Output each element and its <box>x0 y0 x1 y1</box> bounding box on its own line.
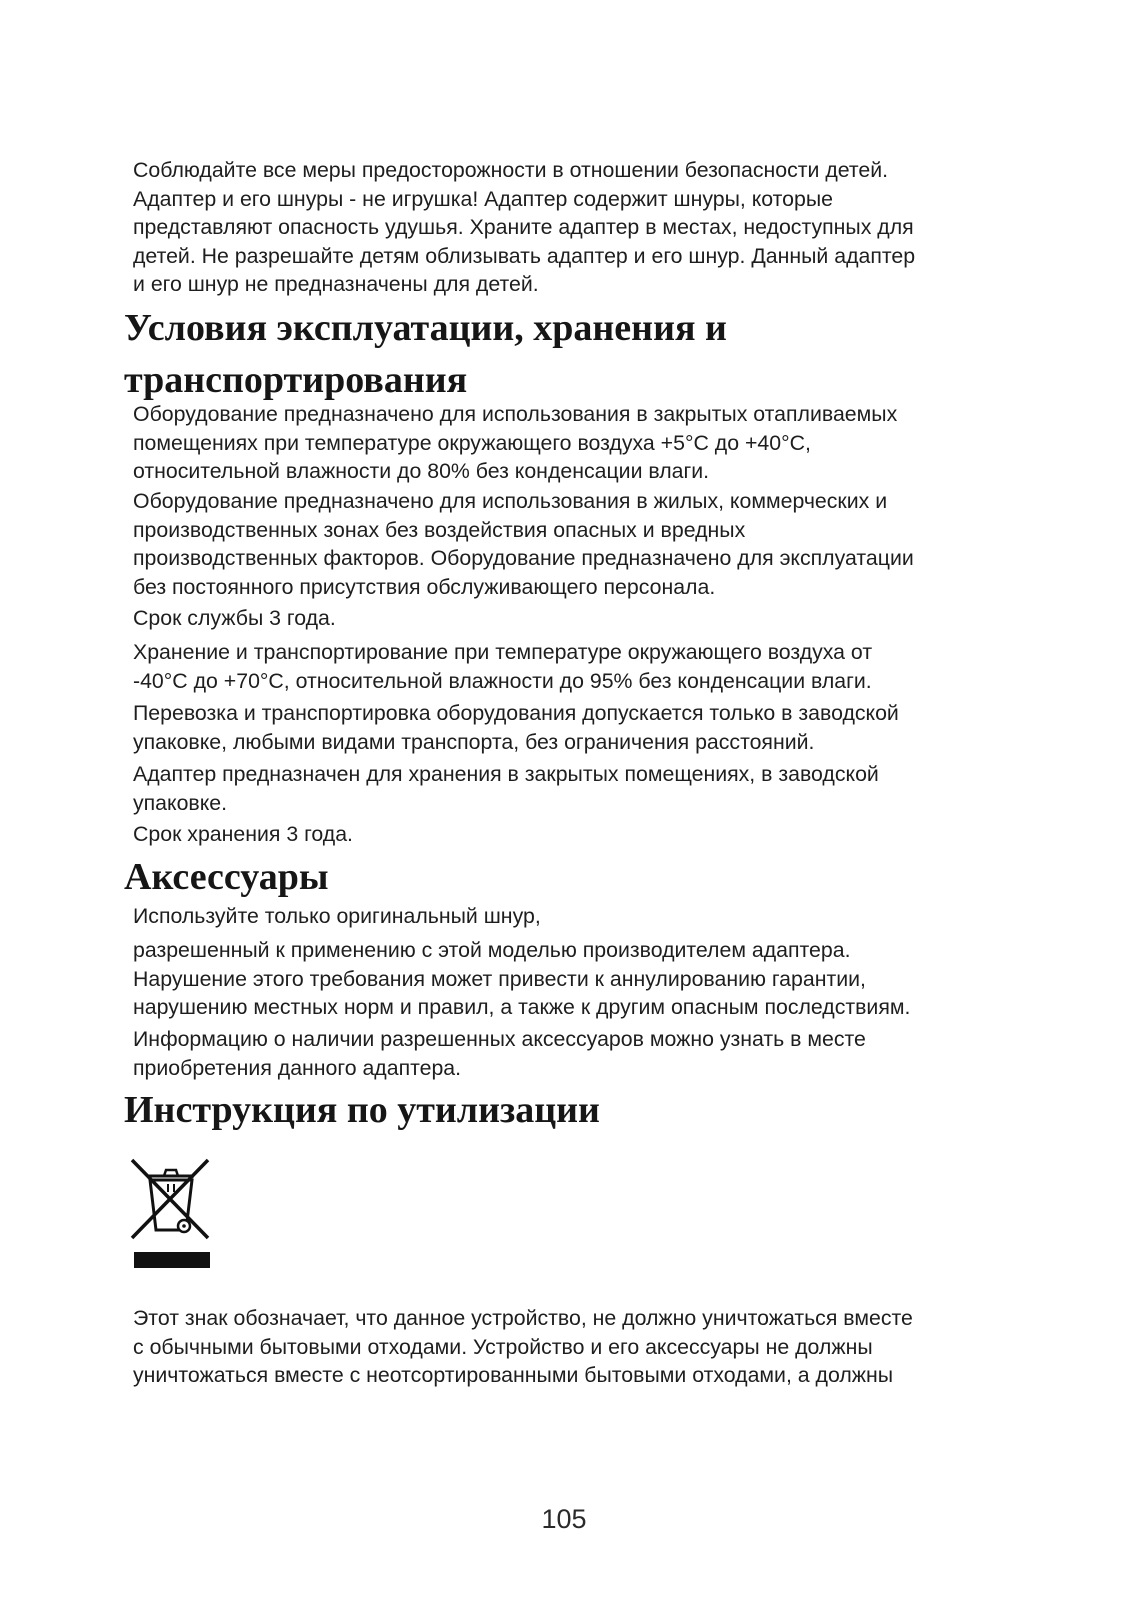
text-line: Нарушение этого требования может привести к аннулированию гарантии, <box>133 966 866 991</box>
text-line: Используйте только оригинальный шнур, <box>133 904 541 928</box>
conditions-heading <box>124 302 727 406</box>
text-line: представляют опасность удушья. Храните адаптер в местах, недоступных для <box>133 215 914 239</box>
heading-line: Условия эксплуатации, хранения и <box>124 307 727 349</box>
storage-transport-temperature-paragraph <box>133 638 1013 695</box>
storage-life-paragraph <box>133 820 1013 849</box>
text-line: детей. Не разрешайте детям облизывать адаптер и его шнур. Данный адаптер <box>133 243 916 268</box>
text-line: Адаптер предназначен для хранения в закрытых помещениях, в заводской <box>133 762 879 786</box>
crossed-out-wheelie-bin-icon <box>128 1158 214 1274</box>
operating-conditions-paragraph <box>133 400 1013 486</box>
disposal-paragraph <box>133 1304 1013 1390</box>
accessories-heading <box>124 851 329 903</box>
disposal-heading <box>124 1084 600 1136</box>
text-line: с обычными бытовыми отходами. Устройство и его аксессуары не должны <box>133 1334 873 1359</box>
text-line: и его шнур не предназначены для детей. <box>133 272 539 296</box>
text-line: Соблюдайте все меры предосторожности в отношении безопасности детей. <box>133 158 889 182</box>
child-safety-paragraph <box>133 156 1013 299</box>
service-life-paragraph <box>133 604 1013 633</box>
original-cable-paragraph <box>133 902 1013 931</box>
heading-line: Инструкция по утилизации <box>124 1089 600 1131</box>
text-line: Информацию о наличии разрешенных аксессуаров можно узнать в месте <box>133 1027 866 1051</box>
storage-place-paragraph <box>133 760 1013 817</box>
transport-paragraph <box>133 699 1013 756</box>
text-line: без постоянного присутствия обслуживающего персонала. <box>133 574 716 599</box>
text-line: Срок хранения 3 года. <box>133 822 353 846</box>
heading-line: транспортирования <box>124 359 468 401</box>
text-line: Этот знак обозначает, что данное устройство, не должно уничтожаться вместе <box>133 1306 913 1330</box>
usage-zones-paragraph <box>133 487 1013 601</box>
heading-line: Аксессуары <box>124 856 329 898</box>
page-number: 105 <box>541 1504 587 1534</box>
text-line: нарушению местных норм и правил, а также к другим опасным последствиям. <box>133 995 911 1019</box>
text-line: -40°C до +70°C, относительной влажности до 95% без конденсации влаги. <box>133 668 872 693</box>
text-line: относительной влажности до 80% без конденсации влаги. <box>133 459 710 483</box>
text-line: упаковке. <box>133 790 228 815</box>
warranty-paragraph <box>133 936 1013 1022</box>
text-line: упаковке, любыми видами транспорта, без ограничения расстояний. <box>133 729 815 754</box>
text-line: уничтожаться вместе с неотсортированными бытовыми отходами, а должны <box>133 1363 894 1387</box>
text-line: Срок службы 3 года. <box>133 606 336 630</box>
text-line: помещениях при температуре окружающего воздуха +5°C до +40°C, <box>133 430 811 455</box>
text-line: Перевозка и транспортировка оборудования допускается только в заводской <box>133 701 899 725</box>
accessories-info-paragraph <box>133 1025 1013 1082</box>
text-line: Адаптер и его шнуры - не игрушка! Адаптер содержит шнуры, которые <box>133 186 834 211</box>
text-line: разрешенный к применению с этой моделью производителем адаптера. <box>133 938 851 962</box>
text-line: приобретения данного адаптера. <box>133 1055 462 1080</box>
text-line: производственных зонах без воздействия опасных и вредных <box>133 517 746 542</box>
text-line: Оборудование предназначено для использования в закрытых отапливаемых <box>133 402 898 426</box>
text-line: Оборудование предназначено для использования в жилых, коммерческих и <box>133 489 888 513</box>
text-line: Хранение и транспортирование при температуре окружающего воздуха от <box>133 640 873 664</box>
text-line: производственных факторов. Оборудование предназначено для эксплуатации <box>133 546 914 570</box>
